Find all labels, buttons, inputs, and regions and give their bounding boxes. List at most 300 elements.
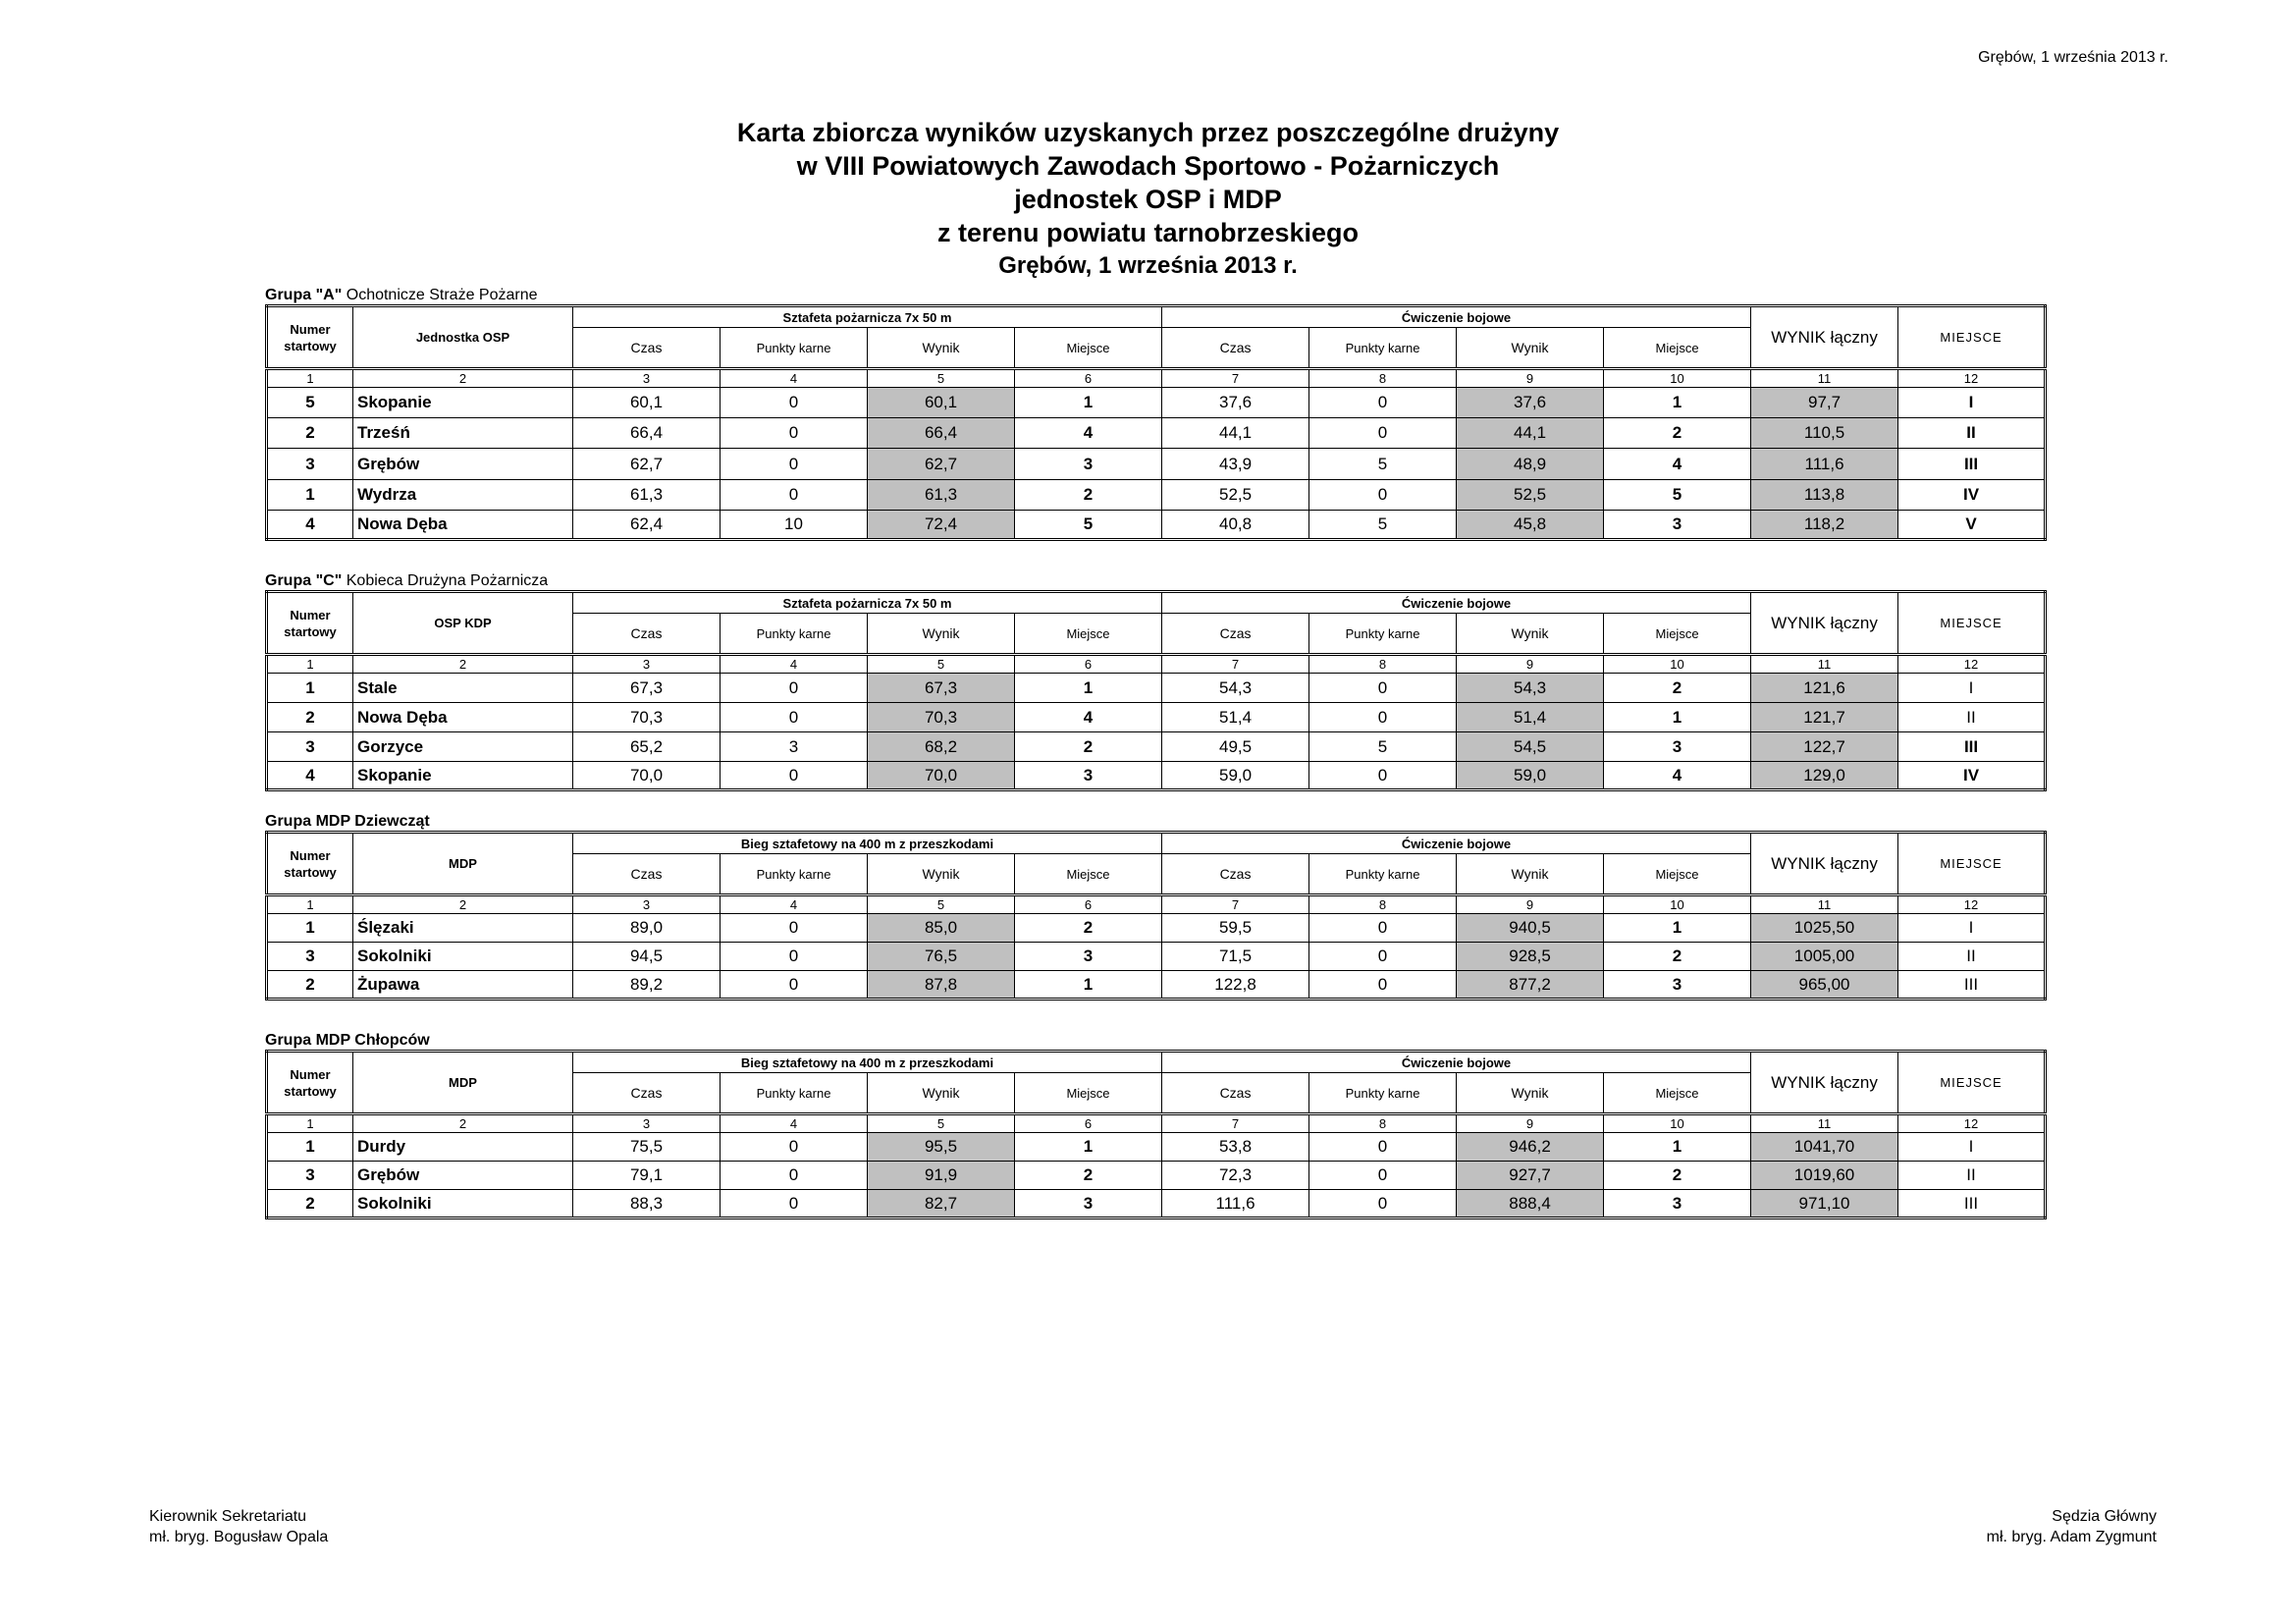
column-number: 2	[353, 369, 573, 388]
header-wynik: Wynik	[868, 1073, 1015, 1114]
column-number: 6	[1015, 655, 1162, 674]
header-event-1: Bieg sztafetowy na 400 m z przeszkodami	[573, 833, 1162, 854]
header-czas: Czas	[1162, 1073, 1309, 1114]
cell: 940,5	[1457, 914, 1604, 943]
cell: 0	[1309, 914, 1457, 943]
cell: 1	[267, 480, 353, 511]
team-name: Durdy	[353, 1133, 573, 1162]
cell: 121,7	[1751, 703, 1898, 732]
cell: 0	[1309, 1162, 1457, 1190]
header-czas: Czas	[1162, 614, 1309, 655]
header-unit: MDP	[353, 833, 573, 895]
cell: II	[1898, 943, 2046, 971]
cell: 94,5	[573, 943, 721, 971]
cell: 5	[1309, 449, 1457, 480]
cell: 0	[1309, 418, 1457, 449]
cell: 79,1	[573, 1162, 721, 1190]
header-miejsce-label: MIEJSCE	[1940, 330, 2002, 345]
table-row	[267, 943, 2046, 971]
cell: 1	[1015, 971, 1162, 1000]
cell: 1	[1015, 674, 1162, 703]
cell: 76,5	[868, 943, 1015, 971]
cell: 121,6	[1751, 674, 1898, 703]
cell: 0	[721, 1133, 868, 1162]
column-number: 11	[1751, 895, 1898, 914]
cell: 5	[1309, 511, 1457, 540]
cell: 110,5	[1751, 418, 1898, 449]
cell: 0	[721, 1190, 868, 1218]
column-number: 11	[1751, 369, 1898, 388]
cell: 2	[1604, 418, 1751, 449]
cell: 88,3	[573, 1190, 721, 1218]
header-event-2: Ćwiczenie bojowe	[1162, 592, 1751, 614]
cell: 1	[1604, 388, 1751, 418]
header-startowy: startowy	[284, 1083, 337, 1099]
header-miejsce-col: Miejsce	[1604, 328, 1751, 369]
cell: I	[1898, 674, 2046, 703]
title-line-2: w VIII Powiatowych Zawodach Sportowo - Pożarniczych	[796, 151, 1500, 181]
header-punkty-karne: Punkty karne	[721, 614, 868, 655]
column-number: 3	[573, 369, 721, 388]
signature-right-name: mł. bryg. Adam Zygmunt	[1986, 1529, 2157, 1545]
result-group-4	[265, 1032, 2044, 1219]
signature-right-role: Sędzia Główny	[2052, 1508, 2157, 1525]
column-number: 3	[573, 655, 721, 674]
column-number: 10	[1604, 655, 1751, 674]
table-row	[267, 511, 2046, 540]
cell: 3	[1604, 971, 1751, 1000]
cell: 3	[267, 732, 353, 762]
column-number: 9	[1457, 369, 1604, 388]
column-number: 5	[868, 895, 1015, 914]
column-number: 6	[1015, 895, 1162, 914]
cell: 5	[1604, 480, 1751, 511]
cell: 10	[721, 511, 868, 540]
cell: 66,4	[868, 418, 1015, 449]
header-numer-startowy	[267, 592, 353, 655]
cell: 3	[1015, 762, 1162, 790]
cell: 3	[267, 1162, 353, 1190]
header-miejsce-col: Miejsce	[1604, 614, 1751, 655]
date-top: Grębów, 1 września 2013 r.	[1978, 49, 2168, 66]
header-punkty-karne: Punkty karne	[1309, 614, 1457, 655]
header-czas: Czas	[1162, 328, 1309, 369]
cell: 70,3	[868, 703, 1015, 732]
cell: 0	[721, 388, 868, 418]
result-group-1	[265, 287, 2044, 541]
cell: 2	[1604, 943, 1751, 971]
group-label	[265, 572, 2044, 590]
cell: 122,8	[1162, 971, 1309, 1000]
column-number: 8	[1309, 895, 1457, 914]
team-name: Grębów	[353, 1162, 573, 1190]
cell: 44,1	[1457, 418, 1604, 449]
column-number: 8	[1309, 1114, 1457, 1133]
cell: 3	[721, 732, 868, 762]
column-number: 1	[267, 369, 353, 388]
team-name: Nowa Dęba	[353, 511, 573, 540]
results-table	[265, 831, 2047, 1001]
column-number: 10	[1604, 1114, 1751, 1133]
table-row	[267, 1162, 2046, 1190]
column-number: 12	[1898, 369, 2046, 388]
table-row	[267, 449, 2046, 480]
cell: 87,8	[868, 971, 1015, 1000]
header-event-1: Sztafeta pożarnicza 7x 50 m	[573, 592, 1162, 614]
column-number: 1	[267, 1114, 353, 1133]
header-miejsce-col: Miejsce	[1015, 614, 1162, 655]
column-number: 2	[353, 895, 573, 914]
group-label	[265, 287, 2044, 304]
cell: 1041,70	[1751, 1133, 1898, 1162]
cell: 4	[1604, 762, 1751, 790]
table-row	[267, 971, 2046, 1000]
header-unit: OSP KDP	[353, 592, 573, 655]
signature-left-name: mł. bryg. Bogusław Opala	[149, 1529, 329, 1545]
cell: 3	[267, 449, 353, 480]
header-startowy: startowy	[284, 623, 337, 639]
cell: 2	[1604, 674, 1751, 703]
cell: 111,6	[1751, 449, 1898, 480]
cell: 1019,60	[1751, 1162, 1898, 1190]
cell: IV	[1898, 480, 2046, 511]
cell: I	[1898, 1133, 2046, 1162]
cell: 5	[267, 388, 353, 418]
cell: 45,8	[1457, 511, 1604, 540]
cell: 60,1	[573, 388, 721, 418]
cell: III	[1898, 971, 2046, 1000]
column-number: 7	[1162, 895, 1309, 914]
column-number: 5	[868, 655, 1015, 674]
team-name: Trześń	[353, 418, 573, 449]
table-row	[267, 1190, 2046, 1218]
cell: 67,3	[573, 674, 721, 703]
team-name: Gorzyce	[353, 732, 573, 762]
column-number: 2	[353, 655, 573, 674]
cell: 877,2	[1457, 971, 1604, 1000]
cell: 2	[1015, 1162, 1162, 1190]
cell: 54,5	[1457, 732, 1604, 762]
header-czas: Czas	[1162, 854, 1309, 895]
cell: 118,2	[1751, 511, 1898, 540]
cell: 927,7	[1457, 1162, 1604, 1190]
results-table	[265, 304, 2047, 541]
cell: 67,3	[868, 674, 1015, 703]
cell: III	[1898, 449, 2046, 480]
cell: 0	[721, 1162, 868, 1190]
header-wynik: Wynik	[1457, 328, 1604, 369]
team-name: Grębów	[353, 449, 573, 480]
cell: 122,7	[1751, 732, 1898, 762]
header-unit: MDP	[353, 1052, 573, 1114]
cell: 2	[267, 418, 353, 449]
cell: V	[1898, 511, 2046, 540]
cell: 113,8	[1751, 480, 1898, 511]
cell: 0	[721, 449, 868, 480]
cell: 3	[1604, 732, 1751, 762]
cell: 51,4	[1162, 703, 1309, 732]
header-punkty-karne: Punkty karne	[1309, 1073, 1457, 1114]
header-miejsce	[1898, 833, 2046, 895]
cell: 0	[1309, 1190, 1457, 1218]
cell: 70,3	[573, 703, 721, 732]
cell: 0	[721, 674, 868, 703]
cell: 89,2	[573, 971, 721, 1000]
header-event-2: Ćwiczenie bojowe	[1162, 1052, 1751, 1073]
cell: 48,9	[1457, 449, 1604, 480]
cell: II	[1898, 418, 2046, 449]
column-number: 4	[721, 895, 868, 914]
header-wynik-laczny	[1751, 306, 1898, 369]
header-numer-startowy	[267, 1052, 353, 1114]
team-name: Stale	[353, 674, 573, 703]
team-name: Ślęzaki	[353, 914, 573, 943]
page-title	[0, 116, 2296, 283]
header-numer: Numer	[290, 847, 331, 863]
column-number: 5	[868, 369, 1015, 388]
header-event-2: Ćwiczenie bojowe	[1162, 833, 1751, 854]
group-label-rest: Kobieca Drużyna Pożarnicza	[342, 572, 549, 589]
team-name: Skopanie	[353, 388, 573, 418]
column-number: 10	[1604, 895, 1751, 914]
cell: I	[1898, 914, 2046, 943]
header-startowy: startowy	[284, 864, 337, 880]
cell: 44,1	[1162, 418, 1309, 449]
cell: 5	[1309, 732, 1457, 762]
cell: 75,5	[573, 1133, 721, 1162]
cell: 3	[1015, 943, 1162, 971]
cell: III	[1898, 732, 2046, 762]
team-name: Nowa Dęba	[353, 703, 573, 732]
cell: 4	[267, 762, 353, 790]
column-number: 2	[353, 1114, 573, 1133]
header-miejsce	[1898, 306, 2046, 369]
column-number: 8	[1309, 655, 1457, 674]
signature-left	[149, 1506, 328, 1547]
table-row	[267, 732, 2046, 762]
header-czas: Czas	[573, 328, 721, 369]
column-number: 12	[1898, 895, 2046, 914]
header-miejsce	[1898, 1052, 2046, 1114]
cell: 1	[1604, 703, 1751, 732]
table-row	[267, 418, 2046, 449]
header-unit: Jednostka OSP	[353, 306, 573, 369]
cell: 51,4	[1457, 703, 1604, 732]
group-label	[265, 813, 2044, 831]
group-label-bold: Grupa "C"	[265, 572, 343, 589]
column-number: 5	[868, 1114, 1015, 1133]
cell: 0	[721, 762, 868, 790]
cell: 62,4	[573, 511, 721, 540]
cell: 54,3	[1162, 674, 1309, 703]
column-number: 4	[721, 655, 868, 674]
cell: 70,0	[573, 762, 721, 790]
column-number: 4	[721, 1114, 868, 1133]
column-number: 3	[573, 895, 721, 914]
team-name: Sokolniki	[353, 1190, 573, 1218]
cell: 95,5	[868, 1133, 1015, 1162]
cell: 61,3	[573, 480, 721, 511]
header-event-2: Ćwiczenie bojowe	[1162, 306, 1751, 328]
column-number: 9	[1457, 895, 1604, 914]
cell: 3	[1015, 449, 1162, 480]
cell: 60,1	[868, 388, 1015, 418]
result-group-3	[265, 813, 2044, 1001]
header-miejsce-col: Miejsce	[1015, 1073, 1162, 1114]
cell: 3	[1604, 511, 1751, 540]
title-line-1: Karta zbiorcza wyników uzyskanych przez poszczególne drużyny	[736, 118, 1560, 147]
cell: 71,5	[1162, 943, 1309, 971]
cell: 1	[1604, 914, 1751, 943]
cell: 2	[1015, 914, 1162, 943]
cell: 888,4	[1457, 1190, 1604, 1218]
header-wynik: Wynik	[1457, 854, 1604, 895]
cell: 59,0	[1457, 762, 1604, 790]
group-label-bold: Grupa MDP Chłopców	[265, 1032, 430, 1049]
cell: 82,7	[868, 1190, 1015, 1218]
cell: III	[1898, 1190, 2046, 1218]
cell: 1025,50	[1751, 914, 1898, 943]
cell: II	[1898, 1162, 2046, 1190]
header-punkty-karne: Punkty karne	[721, 328, 868, 369]
cell: 0	[1309, 388, 1457, 418]
result-group-2	[265, 572, 2044, 791]
table-row	[267, 480, 2046, 511]
cell: 0	[1309, 703, 1457, 732]
title-line-4: z terenu powiatu tarnobrzeskiego	[936, 218, 1360, 247]
header-wynik: Wynik	[1457, 614, 1604, 655]
header-miejsce-label: MIEJSCE	[1940, 1075, 2002, 1090]
cell: 97,7	[1751, 388, 1898, 418]
cell: 89,0	[573, 914, 721, 943]
cell: 3	[1015, 1190, 1162, 1218]
cell: 54,3	[1457, 674, 1604, 703]
column-number: 12	[1898, 655, 2046, 674]
cell: 53,8	[1162, 1133, 1309, 1162]
header-miejsce-label: MIEJSCE	[1940, 616, 2002, 630]
cell: 0	[721, 418, 868, 449]
column-number: 8	[1309, 369, 1457, 388]
cell: 1005,00	[1751, 943, 1898, 971]
column-number: 9	[1457, 1114, 1604, 1133]
cell: 1	[267, 914, 353, 943]
cell: I	[1898, 388, 2046, 418]
table-row	[267, 762, 2046, 790]
signature-right	[1987, 1506, 2157, 1547]
cell: 0	[1309, 674, 1457, 703]
cell: 72,4	[868, 511, 1015, 540]
cell: 2	[267, 971, 353, 1000]
column-number: 7	[1162, 1114, 1309, 1133]
cell: 1	[1604, 1133, 1751, 1162]
cell: 965,00	[1751, 971, 1898, 1000]
cell: 0	[1309, 971, 1457, 1000]
header-startowy: startowy	[284, 338, 337, 353]
header-numer: Numer	[290, 321, 331, 337]
cell: 4	[1015, 418, 1162, 449]
cell: 52,5	[1162, 480, 1309, 511]
cell: 0	[1309, 480, 1457, 511]
header-czas: Czas	[573, 854, 721, 895]
cell: 4	[267, 511, 353, 540]
header-wynik: Wynik	[868, 854, 1015, 895]
signature-left-role: Kierownik Sekretariatu	[149, 1508, 307, 1525]
header-miejsce	[1898, 592, 2046, 655]
header-event-1: Bieg sztafetowy na 400 m z przeszkodami	[573, 1052, 1162, 1073]
cell: 52,5	[1457, 480, 1604, 511]
cell: 72,3	[1162, 1162, 1309, 1190]
table-row	[267, 674, 2046, 703]
results-table	[265, 1050, 2047, 1219]
column-number: 6	[1015, 1114, 1162, 1133]
header-wynik: Wynik	[868, 614, 1015, 655]
cell: 0	[721, 703, 868, 732]
header-numer-startowy	[267, 833, 353, 895]
column-number: 12	[1898, 1114, 2046, 1133]
header-numer: Numer	[290, 1066, 331, 1082]
header-miejsce-col: Miejsce	[1604, 854, 1751, 895]
cell: 61,3	[868, 480, 1015, 511]
table-row	[267, 388, 2046, 418]
cell: 0	[721, 943, 868, 971]
cell: II	[1898, 703, 2046, 732]
cell: 111,6	[1162, 1190, 1309, 1218]
cell: 0	[721, 914, 868, 943]
cell: 2	[267, 703, 353, 732]
cell: 43,9	[1162, 449, 1309, 480]
cell: 37,6	[1457, 388, 1604, 418]
group-label-bold: Grupa MDP Dziewcząt	[265, 813, 430, 830]
header-wynik-laczny	[1751, 592, 1898, 655]
cell: 1	[1015, 388, 1162, 418]
header-wynik-laczny-label: WYNIK łączny	[1771, 327, 1878, 347]
group-label-rest: Ochotnicze Straże Pożarne	[342, 287, 538, 303]
cell: 70,0	[868, 762, 1015, 790]
cell: 62,7	[868, 449, 1015, 480]
column-number: 1	[267, 655, 353, 674]
cell: 946,2	[1457, 1133, 1604, 1162]
team-name: Sokolniki	[353, 943, 573, 971]
header-punkty-karne: Punkty karne	[721, 1073, 868, 1114]
header-miejsce-col: Miejsce	[1604, 1073, 1751, 1114]
cell: 62,7	[573, 449, 721, 480]
group-label-bold: Grupa "A"	[265, 287, 343, 303]
header-punkty-karne: Punkty karne	[1309, 328, 1457, 369]
table-row	[267, 914, 2046, 943]
cell: 1	[1015, 1133, 1162, 1162]
team-name: Skopanie	[353, 762, 573, 790]
header-miejsce-col: Miejsce	[1015, 854, 1162, 895]
cell: 0	[1309, 762, 1457, 790]
column-number: 1	[267, 895, 353, 914]
header-wynik-laczny-label: WYNIK łączny	[1771, 613, 1878, 632]
header-wynik-laczny-label: WYNIK łączny	[1771, 1072, 1878, 1092]
cell: 928,5	[1457, 943, 1604, 971]
title-line-3: jednostek OSP i MDP	[1014, 185, 1282, 214]
header-czas: Czas	[573, 1073, 721, 1114]
header-punkty-karne: Punkty karne	[721, 854, 868, 895]
cell: 40,8	[1162, 511, 1309, 540]
cell: 85,0	[868, 914, 1015, 943]
table-row	[267, 703, 2046, 732]
cell: 49,5	[1162, 732, 1309, 762]
header-czas: Czas	[573, 614, 721, 655]
group-label	[265, 1032, 2044, 1050]
header-numer: Numer	[290, 607, 331, 622]
column-number: 7	[1162, 369, 1309, 388]
cell: 3	[1604, 1190, 1751, 1218]
cell: 59,5	[1162, 914, 1309, 943]
